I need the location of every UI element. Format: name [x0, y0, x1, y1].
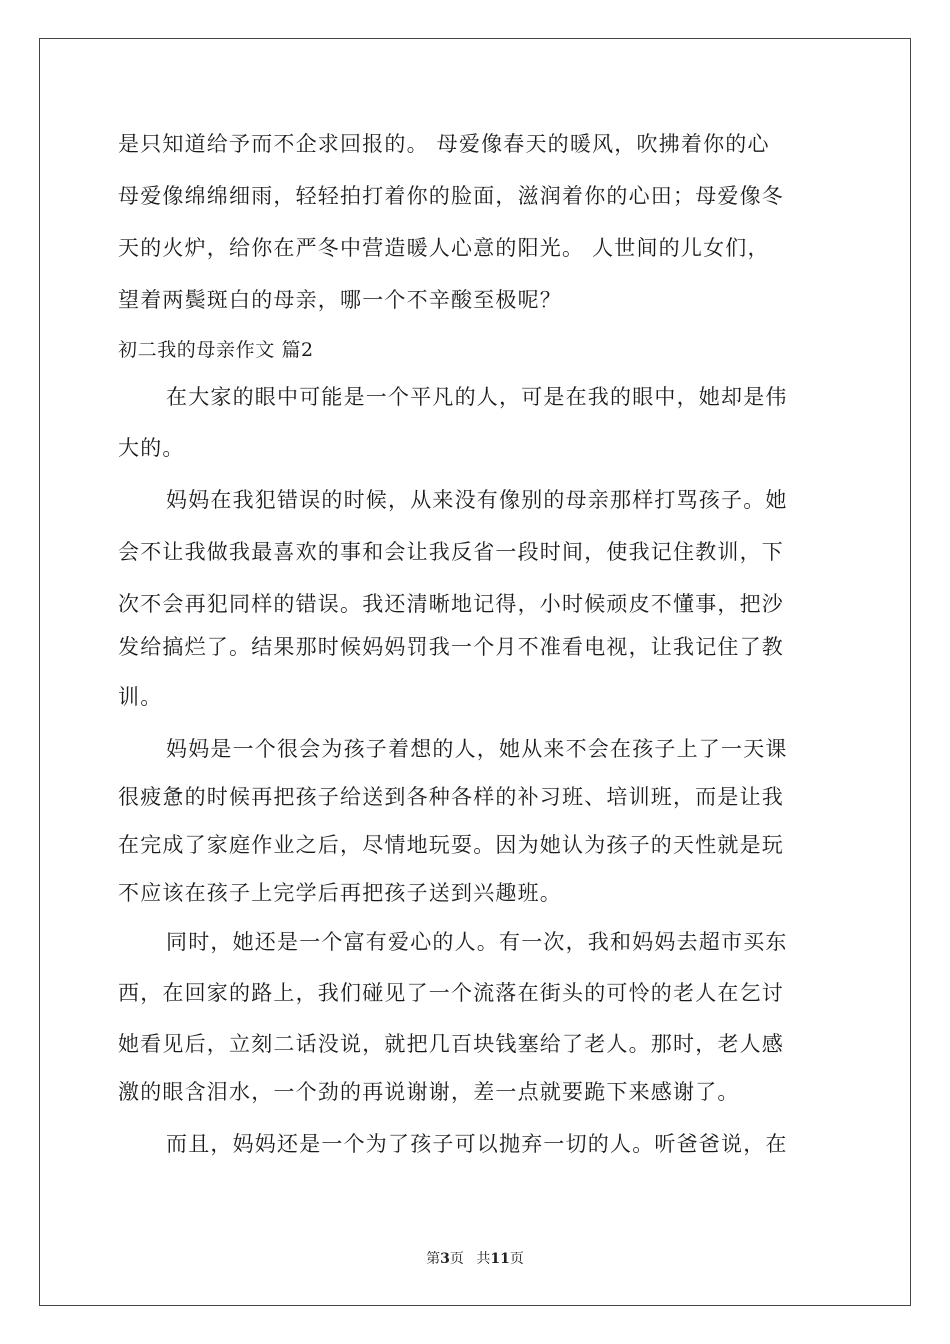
page-footer: [0, 1248, 950, 1268]
text-line: 很疲惫的时候再把孩子给送到各种各样的补习班、培训班，而是让我: [118, 785, 784, 809]
page-border: [39, 38, 911, 1306]
paragraph-first-line: 妈妈在我犯错误的时候，从来没有像别的母亲那样打骂孩子。她: [166, 488, 788, 512]
total-pages: 11: [490, 1251, 510, 1267]
page-indicator: [426, 1251, 464, 1267]
paragraph-first-line: 在大家的眼中可能是一个平凡的人，可是在我的眼中，她却是伟: [166, 385, 788, 409]
text-line: 望着两鬓斑白的母亲，哪一个不辛酸至极呢？: [118, 288, 562, 312]
paragraph-first-line: 而且，妈妈还是一个为了孩子可以抛弃一切的人。听爸爸说，在: [166, 1132, 788, 1156]
total-prefix: 共: [476, 1251, 491, 1267]
section-heading: 初二我的母亲作文 篇2: [118, 339, 314, 361]
page-suffix: 页: [449, 1251, 464, 1267]
text-line: 在完成了家庭作业之后，尽情地玩耍。因为她认为孩子的天性就是玩: [118, 833, 784, 857]
text-line: 不应该在孩子上完学后再把孩子送到兴趣班。: [118, 881, 562, 905]
text-line: 天的火炉，给你在严冬中营造暖人心意的阳光。 人世间的儿女们，: [118, 236, 770, 260]
paragraph-first-line: 同时，她还是一个富有爱心的人。有一次，我和妈妈去超市买东: [166, 930, 788, 954]
page-prefix: 第: [426, 1251, 441, 1267]
text-line: 是只知道给予而不企求回报的。 母爱像春天的暖风，吹拂着你的心: [118, 132, 770, 156]
text-line: 次不会再犯同样的错误。我还清晰地记得，小时候顽皮不懂事，把沙: [118, 592, 784, 616]
text-line: 训。: [118, 685, 163, 709]
page-number: 3: [440, 1251, 450, 1267]
text-line: 激的眼含泪水，一个劲的再说谢谢，差一点就要跪下来感谢了。: [118, 1080, 740, 1104]
text-line: 发给搞烂了。结果那时候妈妈罚我一个月不准看电视，让我记住了教: [118, 635, 784, 659]
text-line: 大的。: [118, 436, 185, 460]
text-line: 会不让我做我最喜欢的事和会让我反省一段时间，使我记住教训，下: [118, 540, 784, 564]
paragraph-first-line: 妈妈是一个很会为孩子着想的人，她从来不会在孩子上了一天课: [166, 737, 788, 761]
total-suffix: 页: [509, 1251, 524, 1267]
total-pages-indicator: [476, 1251, 523, 1267]
text-line: 母爱像绵绵细雨，轻轻拍打着你的脸面，滋润着你的心田；母爱像冬: [118, 184, 784, 208]
text-line: 她看见后，立刻二话没说，就把几百块钱塞给了老人。那时，老人感: [118, 1032, 784, 1056]
text-line: 西，在回家的路上，我们碰见了一个流落在街头的可怜的老人在乞讨: [118, 981, 784, 1005]
